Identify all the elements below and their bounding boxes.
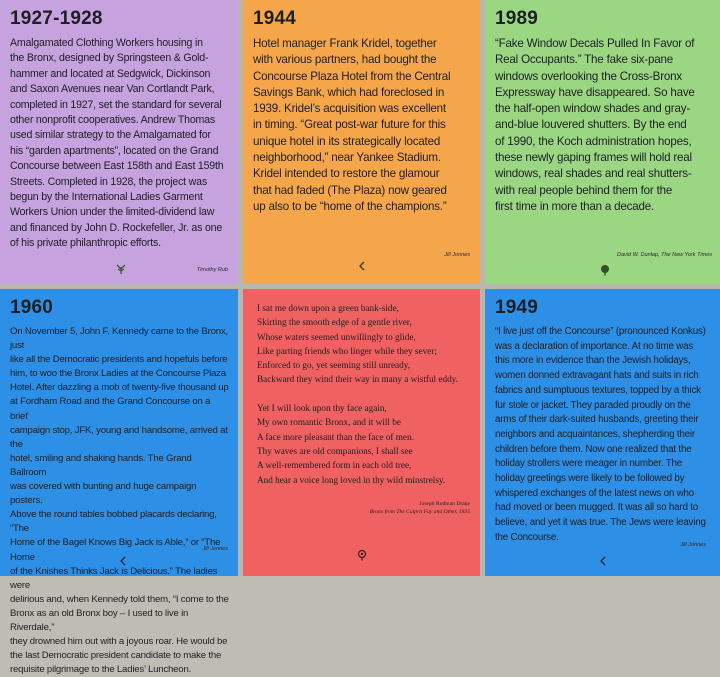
panel-year: 1989: [495, 8, 539, 29]
panel-year: 1927-1928: [10, 8, 103, 29]
panel-text: “I live just off the Concourse” (pronounced Konkus) was a declaration of importance. At no time was this more in evidence than the Jewish holidays, women donned extravagant hats and suits in rich fabrics and sumptuous textures, topped by a thick fur stole or jacket. They paraded proudly on the arms of their dark-suited husbands, greeting their neighbors and acquaintances, shepherding their children before them. Now one realized that the holiday strollers were meager in number. The holiday greetings were likely to be followed by whispered exchanges of the latest news on who had moved or been mugged. It was all so hard to believe, and yet it was true. The Jews were leaving the Concourse.: [495, 326, 706, 543]
panel-poem: [243, 289, 480, 576]
panel-text: Hotel manager Frank Kridel, together with various partners, had bought the Concourse Plaza Hotel from the Central Savings Bank, which had foreclosed in 1939. Kridel’s acquisition was excellent in timing. “Great post-war future for this unique hotel in its strategically located neighborhood,” near Yankee Stadium. Kridel intended to restore the glamour that had faded (The Plaza) now geared up also to be “home of the champions.”: [253, 37, 451, 213]
panel-year: 1944: [253, 8, 297, 29]
flower-ornament-icon: [356, 549, 368, 561]
panel-text: Amalgamated Clothing Workers housing in the Bronx, designed by Springsteen & Gold- hammer and located at Sedgwick, Dickinson and Saxon Avenues near Van Cortlandt Park, completed in 1927, set the standard for several other nonprofit cooperatives. Andrew Thomas used similar strategy to the Amalgamated for his “garden apartments”, located on the Grand Concourse between East 158th and East 159th Streets. Completed in 1928, the project was begun by the International Ladies Garment Workers Union under the limited-dividend law and financed by John D. Rockefeller, Jr. as one of his private philanthropic efforts.: [10, 37, 224, 250]
poem-text: I sat me down upon a green bank-side, Skirting the smooth edge of a gentle river, Whose waters seemed unwillingly to glide, Like parting friends who linger while they sever; Enforced to go, yet seeming still unready, Backward they wind their way in many a wistful eddy. Yet I will look upon thy face again, My own romantic Bronx, and it will be A face more pleasant than the face of men. Thy waves are old companions, I shall see A well-remembered form in each old tree, And hear a voice long loved in thy wild minstrelsy.: [257, 303, 458, 485]
panel-1944: [243, 0, 480, 284]
panel-year: 1960: [10, 297, 54, 318]
small-ornament-icon: [356, 260, 368, 272]
panel-1989: [485, 0, 720, 284]
panel-text: “Fake Window Decals Pulled In Favor of Real Occupants.” The fake six-pane windows overlooking the Cross-Bronx Expressway have disappeared. So have the half-open window shades and gray- and-blue louvered shutters. By the end of 1990, the Koch administration hopes, these newly gaping frames will hold real windows, real shades and real shutters- with real people behind them for the first time in more than a decade.: [495, 37, 695, 213]
panel-text: On November 5, John F. Kennedy came to the Bronx, just like all the Democratic presidents and hopefuls before him, to woo the Bronx Ladies at the Concourse Plaza Hotel. After dazzling a mob of twenty-five thousand up at Fordham Road and the Grand Concourse on a brief campaign stop, JFK, young and handsome, arrived at the hotel, smiling and shaking hands. The Grand Ballroom was covered with bunting and huge campaign posters. Above the round tables bobbed placards declaring, “The Home of the Bagel Knows Big Jack is Able,” or “The Home of the Knishes Thinks Jack is Delicious.” The ladies were delirious and, when Kennedy told them, “I come to the Bronx as an old Bronx boy – I used to live in Riverdale,” they drowned him out with a joyous roar. He would be the last Democratic president candidate to make the requisite pilgrimage to the Ladies’ Luncheon.: [10, 326, 229, 676]
panel-credit: Jill Jonnes: [444, 252, 470, 258]
panel-year: 1949: [495, 297, 539, 318]
poem-source: Bronx from The Culprit Fay and Other, 1835: [369, 509, 470, 515]
tree-ornament-icon: [599, 264, 611, 276]
panel-1960: [0, 289, 238, 676]
panel-credit: Jill Jonnes: [680, 542, 706, 548]
leaf-ornament-icon: [115, 263, 127, 275]
panel-credit: Jill Jonnes: [202, 546, 228, 552]
small-ornament-icon: [597, 555, 609, 567]
panel-1949: [485, 289, 720, 576]
panel-1927-1928: [0, 0, 238, 284]
poem-author: Joseph Rodman Drake: [419, 501, 470, 507]
small-ornament-icon: [117, 555, 129, 567]
poem-attribution: [370, 500, 470, 516]
panel-credit: Timothy Rub: [196, 267, 228, 273]
panel-credit: David W. Dunlap, The New York Times: [616, 252, 712, 258]
